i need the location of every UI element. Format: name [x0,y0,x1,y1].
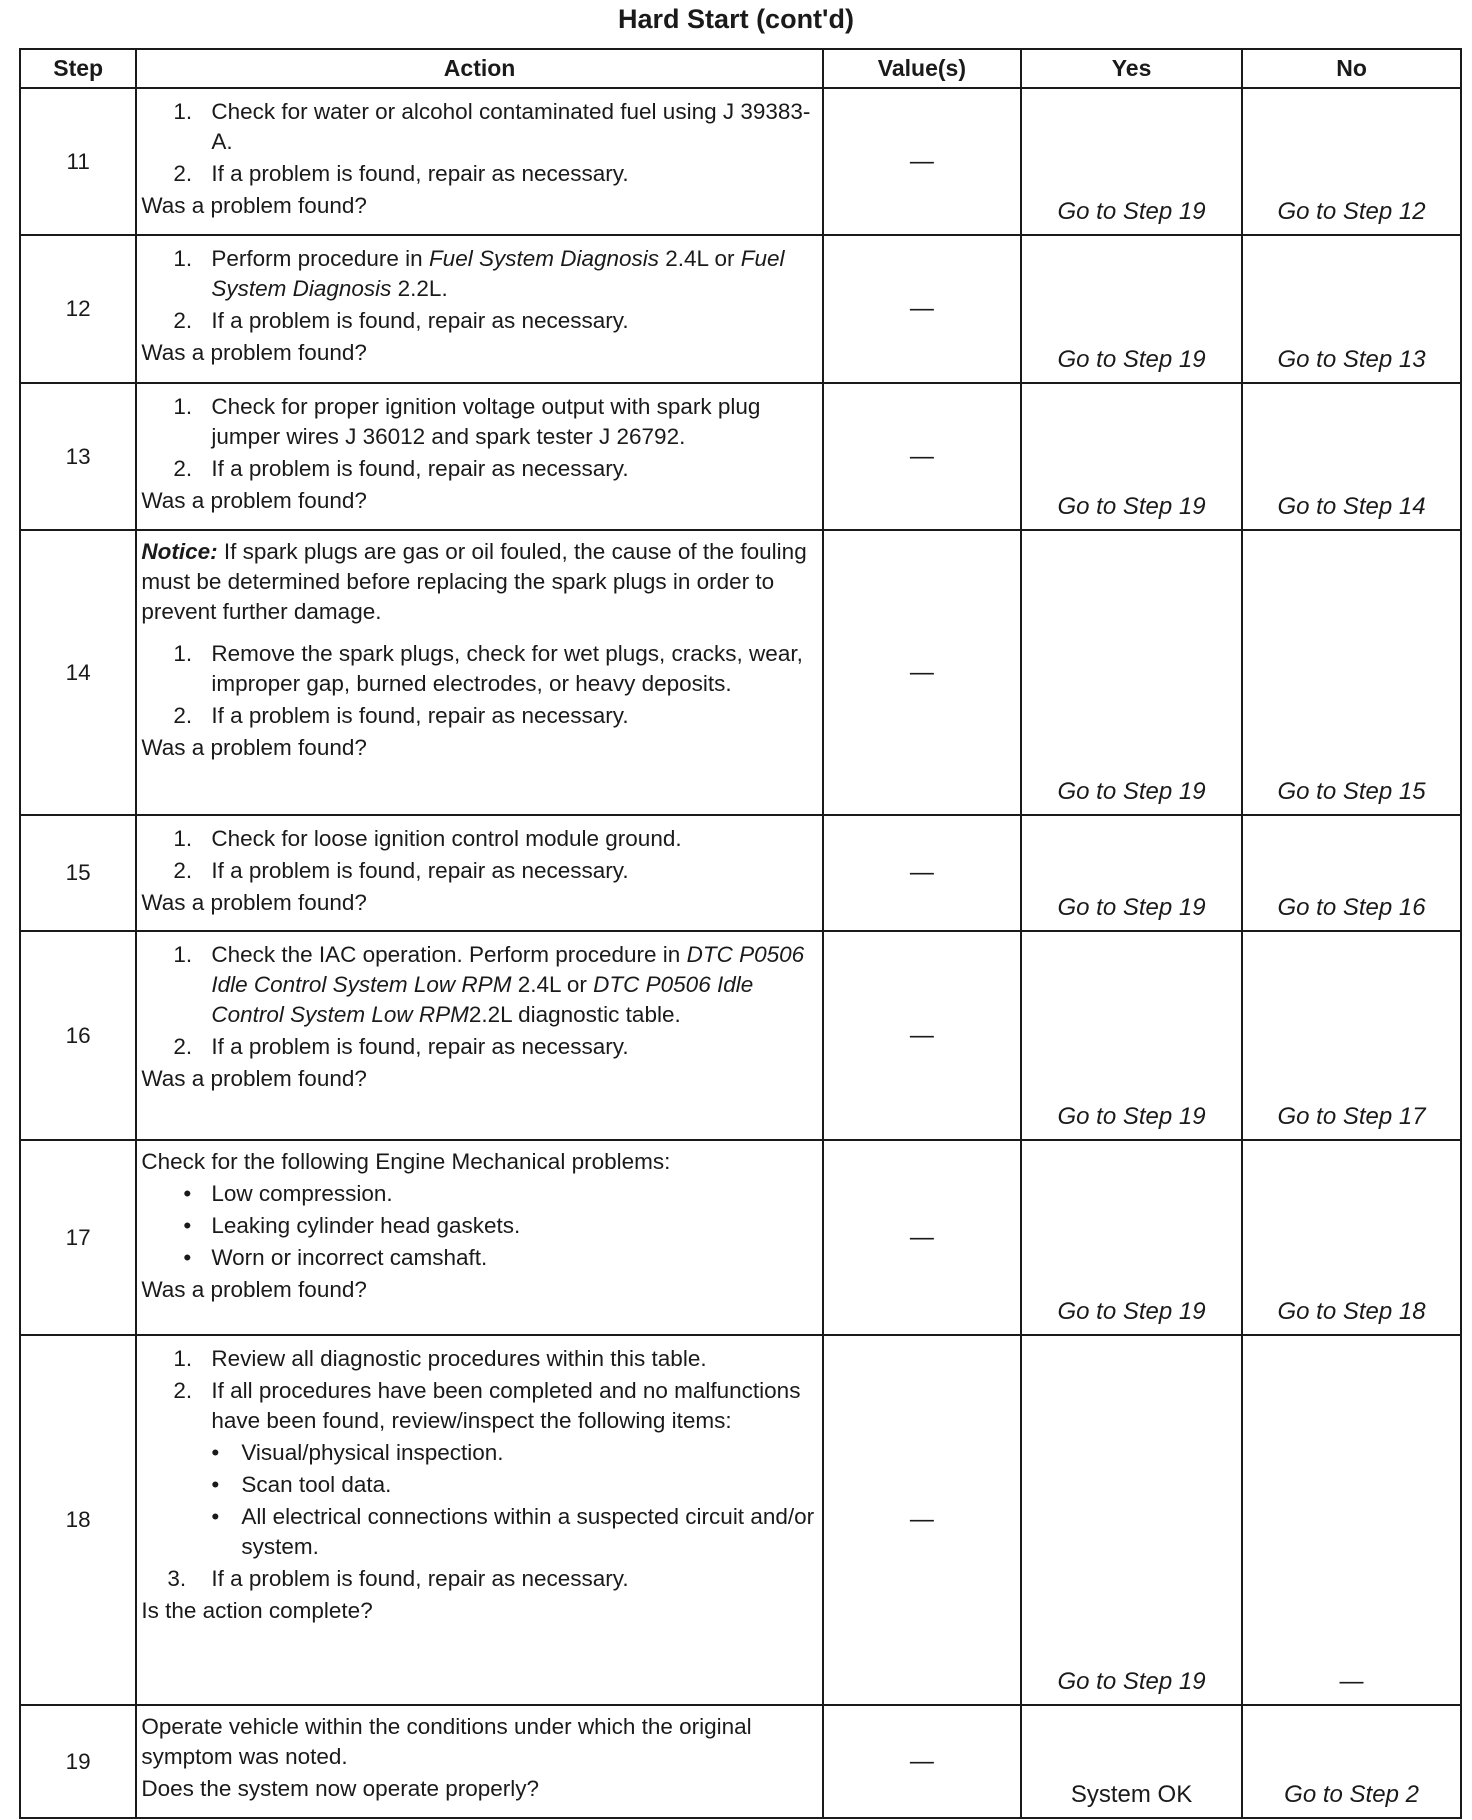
item-number: 2. [173,456,193,481]
notice-label: Notice: [141,539,218,564]
no-cell: Go to Step 15 [1242,530,1461,815]
question-text: Does the system now operate properly? [141,1776,540,1801]
numbered-item [141,306,816,336]
yes-cell: Go to Step 19 [1021,1140,1242,1335]
item-text: If a problem is found, repair as necessary. [211,703,629,728]
item-text: If a problem is found, repair as necessary. [211,858,629,883]
numbered-item [141,856,816,886]
numbered-item [141,1564,816,1594]
item-number: 1. [173,246,193,271]
item-number: 2. [173,1378,193,1403]
bullet-icon: • [211,1472,220,1497]
step-number: 13 [20,383,136,530]
bullet-icon: • [183,1245,192,1270]
header-no: No [1242,49,1461,88]
bullet-icon: • [183,1181,192,1206]
item-number: 2. [173,858,193,883]
item-text: If a problem is found, repair as necessary. [211,308,629,333]
bullet-text: Low compression. [211,1181,393,1206]
value-cell: — [823,931,1021,1140]
item-number: 2. [173,703,193,728]
value-cell: — [823,1140,1021,1335]
item-text: If a problem is found, repair as necessary. [211,1566,629,1591]
table-row [20,88,1461,235]
step-number: 15 [20,815,136,931]
numbered-item [141,244,816,304]
item-number: 2. [173,308,193,333]
bullet-text: All electrical connections within a suspected circuit and/or system. [241,1504,815,1559]
table-row [20,1140,1461,1335]
question-text: Was a problem found? [141,488,367,513]
question-text: Was a problem found? [141,890,367,915]
item-text: If all procedures have been completed and no malfunctions have been found, review/inspect the following items: [211,1378,801,1433]
diagnostic-table [19,48,1462,1819]
action-cell [136,235,823,383]
item-text: 2.4L or [659,246,741,271]
item-number: 1. [173,826,193,851]
item-text: If a problem is found, repair as necessary. [211,1034,629,1059]
numbered-item [141,392,816,452]
bullet-icon: • [183,1213,192,1238]
page-title: Hard Start (cont'd) [618,4,854,34]
item-text: Check for water or alcohol contaminated fuel using J 39383-A. [211,99,811,154]
value-cell: — [823,88,1021,235]
item-text: Review all diagnostic procedures within this table. [211,1346,707,1371]
item-ref: Fuel System Diagnosis [428,246,660,271]
no-cell: Go to Step 18 [1242,1140,1461,1335]
question-text: Was a problem found? [141,193,367,218]
item-number: 1. [173,942,193,967]
table-row [20,931,1461,1140]
value-cell: — [823,530,1021,815]
item-number: 2. [173,1034,193,1059]
numbered-item [141,701,816,731]
step-number: 19 [20,1705,136,1818]
numbered-item [141,940,816,1030]
item-ref: Fuel System Diagnosis [211,246,785,301]
action-cell [136,931,823,1140]
value-cell: — [823,1705,1021,1818]
numbered-item [141,159,816,189]
value-cell: — [823,815,1021,931]
item-ref: DTC P0506 Idle Control System Low RPM [211,972,754,1027]
yes-cell: Go to Step 19 [1021,88,1242,235]
header-row [20,49,1461,88]
no-cell: Go to Step 16 [1242,815,1461,931]
no-cell: Go to Step 2 [1242,1705,1461,1818]
table-row [20,1335,1461,1705]
table-row [20,530,1461,815]
item-text: Check for loose ignition control module ground. [211,826,682,851]
item-number: 1. [173,641,193,666]
action-cell [136,88,823,235]
action-cell [136,383,823,530]
yes-cell: Go to Step 19 [1021,1335,1242,1705]
yes-cell: Go to Step 19 [1021,235,1242,383]
step-number: 14 [20,530,136,815]
header-values: Value(s) [823,49,1021,88]
table-row [20,383,1461,530]
item-text: 2.2L. [391,276,448,301]
bullet-item [141,1243,816,1273]
bullet-text: Visual/physical inspection. [241,1440,504,1465]
item-text: Check for proper ignition voltage output with spark plug jumper wires J 36012 and spark tester J 26792. [211,394,761,449]
no-cell: Go to Step 13 [1242,235,1461,383]
item-text: Perform procedure in [211,246,429,271]
no-cell: Go to Step 12 [1242,88,1461,235]
action-cell [136,1335,823,1705]
table-row [20,815,1461,931]
bullet-text: Leaking cylinder head gaskets. [211,1213,521,1238]
step-number: 12 [20,235,136,383]
step-number: 16 [20,931,136,1140]
item-text: 2.4L or [511,972,594,997]
no-cell: Go to Step 14 [1242,383,1461,530]
action-cell [136,530,823,815]
bullet-text: Scan tool data. [241,1472,392,1497]
item-number: 1. [173,99,193,124]
header-step: Step [20,49,136,88]
notice-text [141,537,816,627]
yes-cell: System OK [1021,1705,1242,1818]
numbered-item [141,824,816,854]
item-text: Remove the spark plugs, check for wet plugs, cracks, wear, improper gap, burned electrodes, or heavy deposits. [211,641,803,696]
numbered-item [141,1032,816,1062]
bullet-icon: • [211,1440,220,1465]
instruction-text: Operate vehicle within the conditions under which the original symptom was noted. [141,1714,752,1769]
yes-cell: Go to Step 19 [1021,931,1242,1140]
numbered-item [141,1344,816,1374]
intro-text: Check for the following Engine Mechanical problems: [141,1149,671,1174]
yes-cell: Go to Step 19 [1021,815,1242,931]
question-text: Was a problem found? [141,735,367,760]
step-number: 18 [20,1335,136,1705]
bullet-item [141,1179,816,1209]
item-number: 3. [167,1566,187,1591]
no-cell: — [1242,1335,1461,1705]
action-cell [136,1705,823,1818]
bullet-item [141,1211,816,1241]
question-text: Is the action complete? [141,1598,373,1623]
header-action: Action [136,49,823,88]
numbered-item [141,454,816,484]
step-number: 11 [20,88,136,235]
value-cell: — [823,1335,1021,1705]
header-yes: Yes [1021,49,1242,88]
question-text: Was a problem found? [141,1277,367,1302]
yes-cell: Go to Step 19 [1021,383,1242,530]
value-cell: — [823,235,1021,383]
numbered-item [141,97,816,157]
action-cell [136,1140,823,1335]
no-cell: Go to Step 17 [1242,931,1461,1140]
table-row [20,235,1461,383]
item-text: 2.2L diagnostic table. [468,1002,681,1027]
item-text: If a problem is found, repair as necessary. [211,456,629,481]
action-cell [136,815,823,931]
step-number: 17 [20,1140,136,1335]
question-text: Was a problem found? [141,340,367,365]
item-text: If a problem is found, repair as necessary. [211,161,629,186]
notice-body: If spark plugs are gas or oil fouled, the cause of the fouling must be determined before replacing the spark plugs in order to prevent further damage. [141,539,807,624]
bullet-item [141,1470,816,1500]
value-cell: — [823,383,1021,530]
item-text: Check the IAC operation. Perform procedure in [211,942,687,967]
bullet-item [141,1438,816,1468]
yes-cell: Go to Step 19 [1021,530,1242,815]
item-number: 2. [173,161,193,186]
bullet-text: Worn or incorrect camshaft. [211,1245,488,1270]
item-number: 1. [173,394,193,419]
item-ref: DTC P0506 Idle Control System Low RPM [211,942,805,997]
item-number: 1. [173,1346,193,1371]
numbered-item [141,1376,816,1436]
bullet-item [141,1502,816,1562]
table-row [20,1705,1461,1818]
bullet-icon: • [211,1504,220,1529]
question-text: Was a problem found? [141,1066,367,1091]
numbered-item [141,639,816,699]
